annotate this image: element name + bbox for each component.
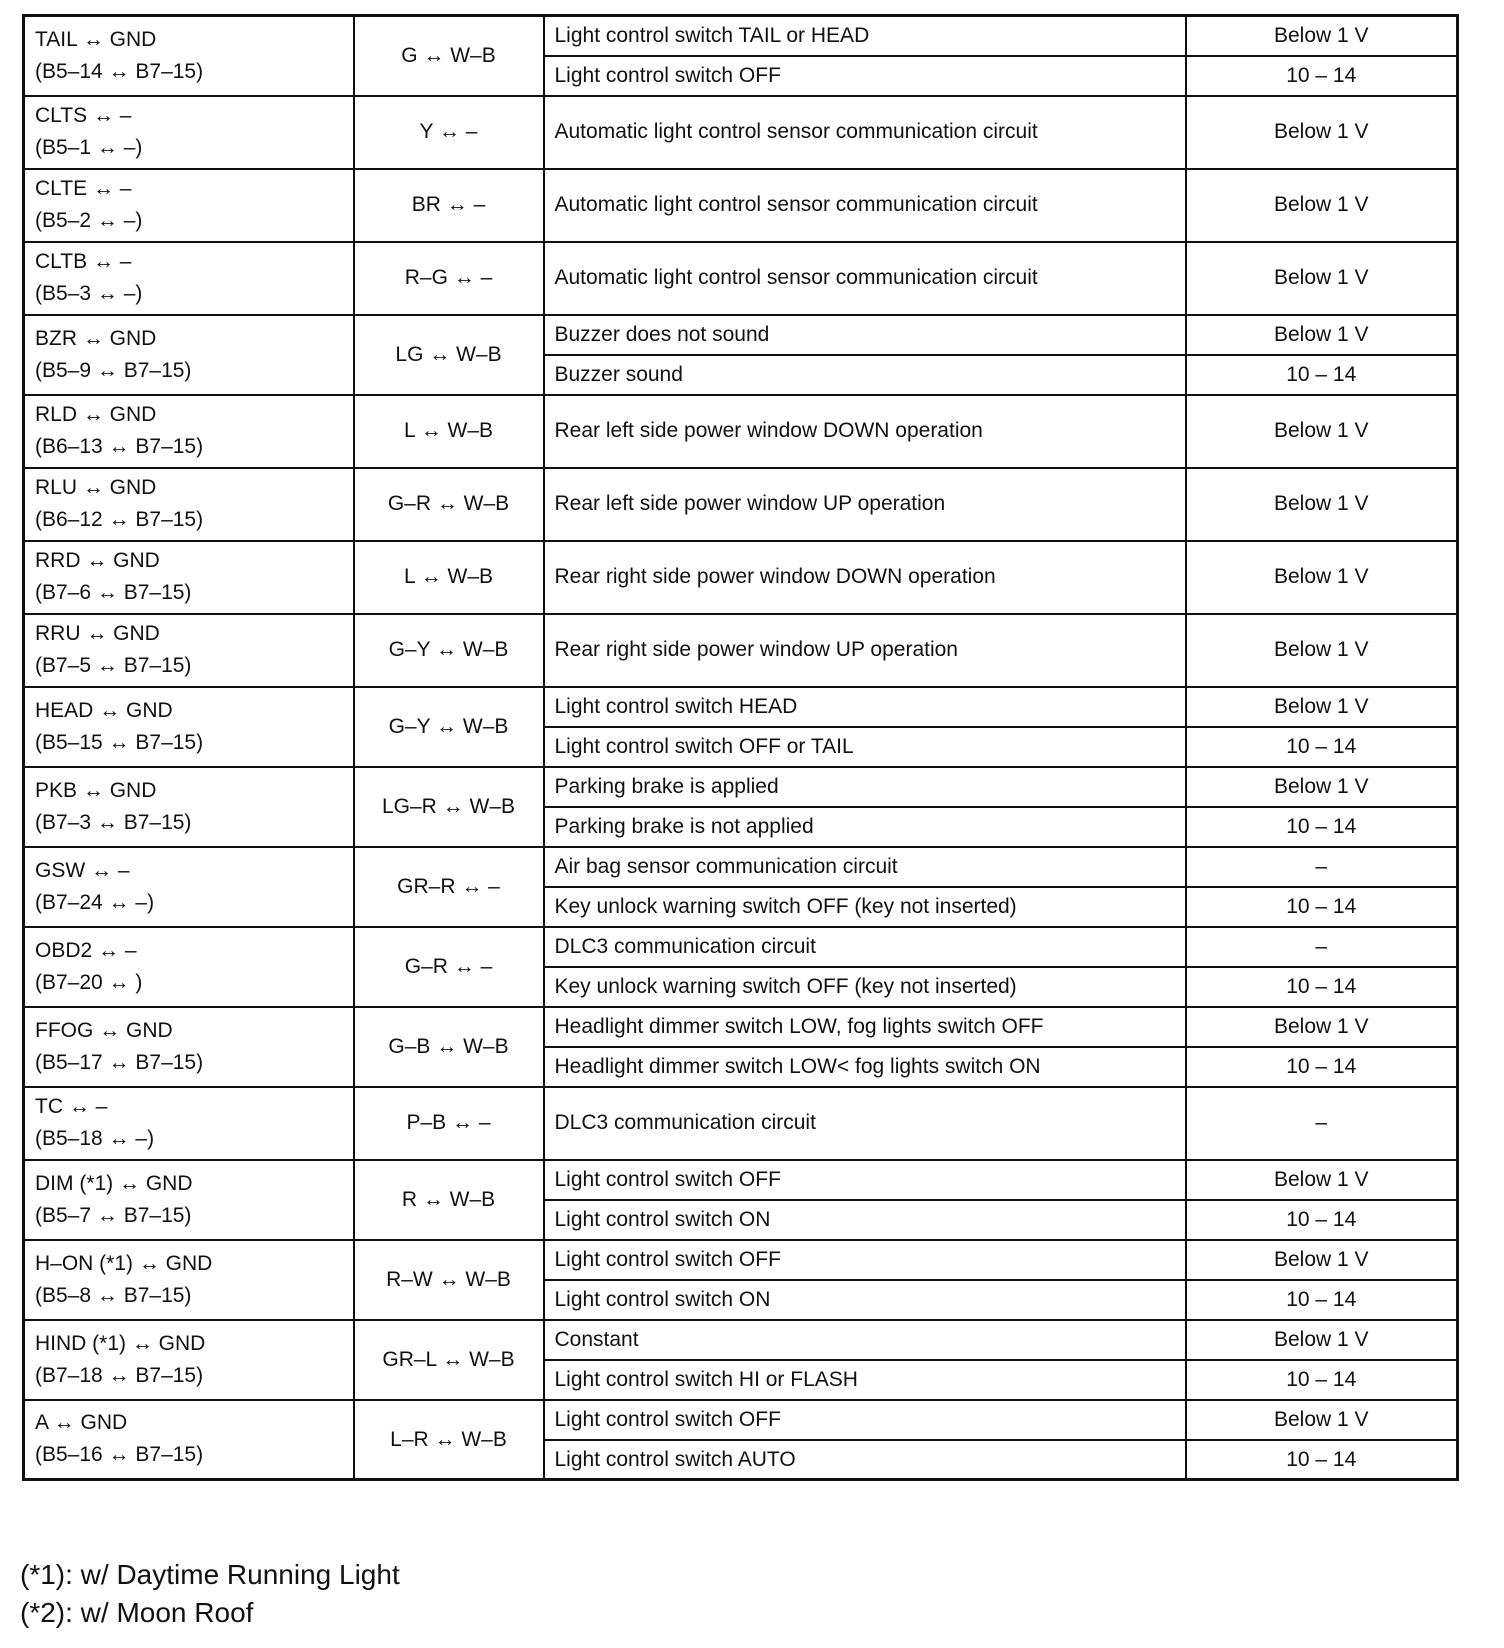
terminal-pins: (B5–16 ↔ B7–15) <box>35 1443 204 1467</box>
specified-condition-cell: 10 – 14 <box>1186 56 1458 96</box>
condition-cell: Light control switch OFF <box>544 1160 1186 1200</box>
condition-cell: Light control switch ON <box>544 1280 1186 1320</box>
terminal-pins: (B5–9 ↔ B7–15) <box>35 358 192 382</box>
table-row <box>24 687 1458 727</box>
terminal-cell <box>24 395 354 468</box>
terminal-name: RRD ↔ GND <box>35 549 160 572</box>
condition-cell: Key unlock warning switch OFF (key not inserted) <box>544 887 1186 927</box>
terminal-pins: (B5–18 ↔ –) <box>35 1127 155 1150</box>
specified-condition-cell: – <box>1186 1087 1458 1160</box>
footnote: (*2): w/ Moon Roof <box>20 1597 254 1628</box>
terminal-cell <box>24 169 354 242</box>
terminal-name: RRU ↔ GND <box>35 622 160 645</box>
terminal-pins: (B7–24 ↔ –) <box>35 890 155 914</box>
specified-condition-cell: Below 1 V <box>1186 541 1458 614</box>
wiring-color-cell: L ↔ W–B <box>354 395 544 468</box>
terminal-cell <box>24 1400 354 1480</box>
wiring-color-cell: GR–R ↔ – <box>354 847 544 927</box>
table-row <box>24 541 1458 614</box>
terminal-name: CLTB ↔ – <box>35 250 132 273</box>
terminal-cell <box>24 927 354 1007</box>
table-row <box>24 1240 1458 1280</box>
condition-cell: Light control switch AUTO <box>544 1440 1186 1480</box>
terminal-name: OBD2 ↔ – <box>35 938 137 962</box>
specified-condition-cell: Below 1 V <box>1186 395 1458 468</box>
wiring-color-cell: G–R ↔ W–B <box>354 468 544 541</box>
wiring-color-cell: GR–L ↔ W–B <box>354 1320 544 1400</box>
terminal-pins: (B7–6 ↔ B7–15) <box>35 581 192 604</box>
terminal-pins: (B5–3 ↔ –) <box>35 282 143 305</box>
terminal-pins: (B5–14 ↔ B7–15) <box>35 59 204 83</box>
terminal-cell <box>24 16 354 96</box>
terminal-cell <box>24 1240 354 1320</box>
specified-condition-cell: Below 1 V <box>1186 468 1458 541</box>
condition-cell: DLC3 communication circuit <box>544 927 1186 967</box>
terminal-name: GSW ↔ – <box>35 858 130 882</box>
terminal-name: HIND (*1) ↔ GND <box>35 1331 206 1355</box>
specified-condition-cell: Below 1 V <box>1186 16 1458 56</box>
terminal-name: TC ↔ – <box>35 1095 108 1118</box>
specified-condition-cell: Below 1 V <box>1186 96 1458 169</box>
condition-cell: Parking brake is applied <box>544 767 1186 807</box>
terminal-name: PKB ↔ GND <box>35 778 157 802</box>
condition-cell: Light control switch ON <box>544 1200 1186 1240</box>
terminal-pins: (B5–17 ↔ B7–15) <box>35 1050 204 1074</box>
condition-cell: DLC3 communication circuit <box>544 1087 1186 1160</box>
table-row <box>24 16 1458 56</box>
terminal-voltage-table <box>22 14 1459 1481</box>
wiring-color-cell: G–Y ↔ W–B <box>354 614 544 687</box>
condition-cell: Buzzer sound <box>544 355 1186 395</box>
terminal-name: H–ON (*1) ↔ GND <box>35 1251 213 1275</box>
specified-condition-cell: 10 – 14 <box>1186 887 1458 927</box>
condition-cell: Light control switch TAIL or HEAD <box>544 16 1186 56</box>
wiring-color-cell: P–B ↔ – <box>354 1087 544 1160</box>
specified-condition-cell: 10 – 14 <box>1186 1200 1458 1240</box>
table-row <box>24 767 1458 807</box>
specified-condition-cell: Below 1 V <box>1186 1160 1458 1200</box>
terminal-pins: (B7–5 ↔ B7–15) <box>35 654 192 677</box>
table-row <box>24 614 1458 687</box>
specified-condition-cell: Below 1 V <box>1186 1400 1458 1440</box>
table-row <box>24 1320 1458 1360</box>
condition-cell: Parking brake is not applied <box>544 807 1186 847</box>
wiring-color-cell: G–B ↔ W–B <box>354 1007 544 1087</box>
specified-condition-cell: Below 1 V <box>1186 614 1458 687</box>
terminal-cell <box>24 1320 354 1400</box>
condition-cell: Light control switch HEAD <box>544 687 1186 727</box>
specified-condition-cell: – <box>1186 847 1458 887</box>
specified-condition-cell: Below 1 V <box>1186 315 1458 355</box>
specified-condition-cell: Below 1 V <box>1186 767 1458 807</box>
terminal-name: CLTS ↔ – <box>35 104 132 127</box>
condition-cell: Rear left side power window UP operation <box>544 468 1186 541</box>
terminal-pins: (B6–13 ↔ B7–15) <box>35 435 204 458</box>
condition-cell: Key unlock warning switch OFF (key not inserted) <box>544 967 1186 1007</box>
table-row <box>24 96 1458 169</box>
terminal-pins: (B7–18 ↔ B7–15) <box>35 1363 204 1387</box>
specified-condition-cell: Below 1 V <box>1186 242 1458 315</box>
wiring-color-cell: R ↔ W–B <box>354 1160 544 1240</box>
terminal-cell <box>24 687 354 767</box>
terminal-name: HEAD ↔ GND <box>35 698 173 722</box>
condition-cell: Rear right side power window UP operation <box>544 614 1186 687</box>
terminal-pins: (B7–20 ↔ ) <box>35 970 143 994</box>
specified-condition-cell: 10 – 14 <box>1186 967 1458 1007</box>
wiring-color-cell: LG ↔ W–B <box>354 315 544 395</box>
table-row <box>24 395 1458 468</box>
terminal-name: CLTE ↔ – <box>35 177 132 200</box>
wiring-color-cell: R–W ↔ W–B <box>354 1240 544 1320</box>
specified-condition-cell: 10 – 14 <box>1186 355 1458 395</box>
wiring-color-cell: Y ↔ – <box>354 96 544 169</box>
condition-cell: Air bag sensor communication circuit <box>544 847 1186 887</box>
terminal-pins: (B7–3 ↔ B7–15) <box>35 810 192 834</box>
terminal-cell <box>24 242 354 315</box>
wiring-color-cell: G–Y ↔ W–B <box>354 687 544 767</box>
terminal-cell <box>24 541 354 614</box>
table-row <box>24 1007 1458 1047</box>
terminal-pins: (B6–12 ↔ B7–15) <box>35 508 204 531</box>
table-row <box>24 242 1458 315</box>
table-row <box>24 1087 1458 1160</box>
specified-condition-cell: Below 1 V <box>1186 687 1458 727</box>
condition-cell: Rear left side power window DOWN operation <box>544 395 1186 468</box>
specified-condition-cell: – <box>1186 927 1458 967</box>
terminal-name: FFOG ↔ GND <box>35 1018 173 1042</box>
table-row <box>24 847 1458 887</box>
terminal-cell <box>24 96 354 169</box>
terminal-name: RLU ↔ GND <box>35 476 157 499</box>
terminal-cell <box>24 468 354 541</box>
condition-cell: Buzzer does not sound <box>544 315 1186 355</box>
wiring-color-cell: BR ↔ – <box>354 169 544 242</box>
terminal-name: DIM (*1) ↔ GND <box>35 1171 193 1195</box>
condition-cell: Rear right side power window DOWN operation <box>544 541 1186 614</box>
condition-cell: Headlight dimmer switch LOW, fog lights switch OFF <box>544 1007 1186 1047</box>
wiring-color-cell: G–R ↔ – <box>354 927 544 1007</box>
terminal-name: RLD ↔ GND <box>35 403 157 426</box>
terminal-cell <box>24 315 354 395</box>
condition-cell: Light control switch OFF <box>544 56 1186 96</box>
condition-cell: Automatic light control sensor communication circuit <box>544 169 1186 242</box>
terminal-cell <box>24 1007 354 1087</box>
specified-condition-cell: Below 1 V <box>1186 1240 1458 1280</box>
terminal-cell <box>24 1087 354 1160</box>
terminal-name: A ↔ GND <box>35 1411 128 1435</box>
terminal-cell <box>24 614 354 687</box>
specified-condition-cell: 10 – 14 <box>1186 1047 1458 1087</box>
terminal-cell <box>24 1160 354 1240</box>
condition-cell: Light control switch HI or FLASH <box>544 1360 1186 1400</box>
wiring-color-cell: L ↔ W–B <box>354 541 544 614</box>
terminal-pins: (B5–2 ↔ –) <box>35 209 143 232</box>
condition-cell: Automatic light control sensor communication circuit <box>544 96 1186 169</box>
terminal-pins: (B5–8 ↔ B7–15) <box>35 1283 192 1307</box>
table-row <box>24 468 1458 541</box>
condition-cell: Light control switch OFF <box>544 1240 1186 1280</box>
specified-condition-cell: 10 – 14 <box>1186 1280 1458 1320</box>
table-row <box>24 927 1458 967</box>
terminal-pins: (B5–15 ↔ B7–15) <box>35 730 204 754</box>
table-row <box>24 1160 1458 1200</box>
wiring-color-cell: R–G ↔ – <box>354 242 544 315</box>
condition-cell: Automatic light control sensor communication circuit <box>544 242 1186 315</box>
wiring-color-cell: LG–R ↔ W–B <box>354 767 544 847</box>
specified-condition-cell: 10 – 14 <box>1186 807 1458 847</box>
table-row <box>24 1400 1458 1440</box>
specified-condition-cell: Below 1 V <box>1186 1007 1458 1047</box>
terminal-pins: (B5–7 ↔ B7–15) <box>35 1203 192 1227</box>
condition-cell: Headlight dimmer switch LOW< fog lights switch ON <box>544 1047 1186 1087</box>
table-row <box>24 315 1458 355</box>
footnote: (*1): w/ Daytime Running Light <box>20 1559 400 1590</box>
condition-cell: Light control switch OFF <box>544 1400 1186 1440</box>
specified-condition-cell: 10 – 14 <box>1186 1360 1458 1400</box>
footnotes <box>20 1556 400 1632</box>
terminal-pins: (B5–1 ↔ –) <box>35 136 143 159</box>
terminal-cell <box>24 847 354 927</box>
condition-cell: Constant <box>544 1320 1186 1360</box>
table-row <box>24 169 1458 242</box>
terminal-name: BZR ↔ GND <box>35 326 157 350</box>
wiring-color-cell: L–R ↔ W–B <box>354 1400 544 1480</box>
specified-condition-cell: Below 1 V <box>1186 1320 1458 1360</box>
specified-condition-cell: Below 1 V <box>1186 169 1458 242</box>
terminal-name: TAIL ↔ GND <box>35 27 157 51</box>
wiring-color-cell: G ↔ W–B <box>354 16 544 96</box>
specified-condition-cell: 10 – 14 <box>1186 1440 1458 1480</box>
terminal-cell <box>24 767 354 847</box>
specified-condition-cell: 10 – 14 <box>1186 727 1458 767</box>
condition-cell: Light control switch OFF or TAIL <box>544 727 1186 767</box>
